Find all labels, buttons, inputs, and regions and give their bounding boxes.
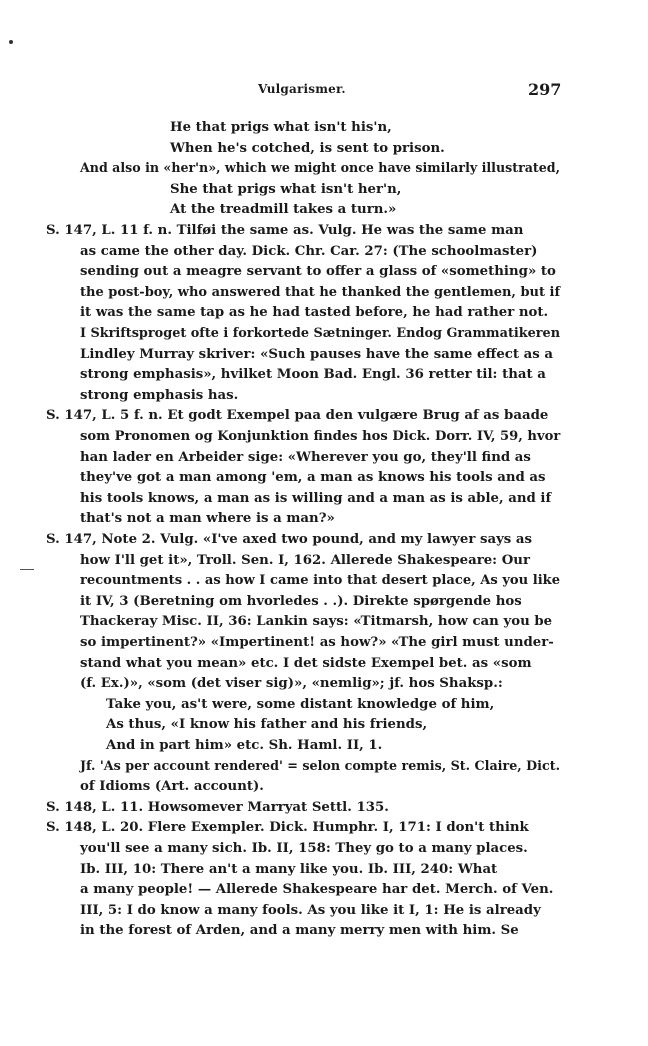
text-line	[0, 200, 648, 220]
text-line-content: as came the other day. Dick. Chr. Car. 27: (The schoolmaster)	[80, 243, 538, 259]
text-line	[0, 386, 648, 406]
text-line	[0, 118, 648, 138]
text-line-content: And in part him» etc. Sh. Haml. II, 1.	[106, 738, 383, 753]
text-line	[0, 283, 648, 303]
text-line	[0, 468, 648, 488]
text-line-content: the post-boy, who answered that he thanked the gentlemen, but if	[80, 284, 561, 300]
text-line-content: that's not a man where is a man?»	[80, 511, 335, 527]
text-line	[0, 736, 648, 756]
text-line	[0, 674, 648, 694]
text-line	[0, 798, 648, 818]
text-line-content: And also in «her'n», which we might once have similarly illustrated,	[80, 161, 560, 177]
text-line-content: I Skriftsproget ofte i forkortede Sætninger. Endog Grammatikeren	[80, 326, 561, 341]
text-line-content: han lader en Arbeider sige: «Wherever you go, they'll find as	[80, 449, 531, 465]
text-line-content: they've got a man among 'em, a man as knows his tools and as	[80, 470, 546, 486]
text-line	[0, 654, 648, 674]
text-line	[0, 262, 648, 282]
text-line-content: sending out a meagre servant to offer a glass of «something» to	[80, 264, 556, 280]
text-line	[0, 880, 648, 900]
text-line-content: stand what you mean» etc. I det sidste Exempel bet. as «som	[80, 655, 532, 671]
text-line-content: As thus, «I know his father and his friends,	[106, 717, 428, 733]
text-line-content: so impertinent?» «Impertinent! as how?» «The girl must under-	[80, 635, 554, 650]
text-line	[0, 551, 648, 571]
margin-speck	[9, 40, 13, 44]
text-line-content: how I'll get it», Troll. Sen. I, 162. Allerede Shakespeare: Our	[80, 552, 530, 568]
text-line	[0, 757, 648, 777]
text-line	[0, 345, 648, 365]
text-line	[0, 221, 648, 241]
text-line	[0, 571, 648, 591]
text-line-content: S. 148, L. 11. Howsomever Marryat Settl. 135.	[46, 799, 389, 815]
text-line-content: III, 5: I do know a many fools. As you like it I, 1: He is already	[80, 902, 541, 918]
text-line-content: Thackeray Misc. II, 36: Lankin says: «Titmarsh, how can you be	[80, 614, 553, 630]
text-line-content: Lindley Murray skriver: «Such pauses have the same effect as a	[80, 346, 554, 362]
text-line	[0, 406, 648, 426]
text-line-content: it IV, 3 (Beretning om hvorledes . .). Direkte spørgende hos	[80, 593, 522, 609]
text-line-content: strong emphasis», hvilket Moon Bad. Engl. 36 retter til: that a	[80, 367, 546, 383]
text-line	[0, 139, 648, 159]
text-line	[0, 715, 648, 735]
text-line-content: Jf. 'As per account rendered' = selon compte remis, St. Claire, Dict.	[80, 758, 561, 774]
text-line	[0, 633, 648, 653]
text-line	[0, 860, 648, 880]
text-line-content: S. 147, L. 5 f. n. Et godt Exempel paa den vulgære Brug af as baade	[46, 408, 549, 424]
text-line	[0, 242, 648, 262]
text-line-content: Take you, as't were, some distant knowledge of him,	[106, 696, 495, 712]
text-line-content: his tools knows, a man as is willing and a man as is able, and if	[80, 490, 552, 506]
text-line	[0, 448, 648, 468]
page-number: 297	[528, 80, 562, 99]
text-line	[0, 303, 648, 323]
running-head: Vulgarismer.	[258, 82, 346, 96]
text-line	[0, 612, 648, 632]
text-line-content: you'll see a many sich. Ib. II, 158: They go to a many places.	[80, 841, 528, 856]
text-line	[0, 921, 648, 941]
text-line-content: (f. Ex.)», «som (det viser sig)», «nemlig»; jf. hos Shaksp.:	[80, 676, 503, 692]
text-line-content: She that prigs what isn't her'n,	[170, 181, 402, 197]
text-line-content: S. 147, Note 2. Vulg. «I've axed two pound, and my lawyer says as	[46, 532, 533, 547]
text-line	[0, 839, 648, 859]
text-line-content: recountments . . as how I came into that desert place, As you like	[80, 573, 561, 589]
text-line	[0, 489, 648, 509]
page-header	[0, 80, 648, 104]
text-line-content: it was the same tap as he had tasted before, he had rather not.	[80, 305, 549, 321]
text-line-content: in the forest of Arden, and a many merry men with him. Se	[80, 923, 519, 939]
text-line	[0, 509, 648, 529]
text-line	[0, 365, 648, 385]
text-line-content: S. 148, L. 20. Flere Exempler. Dick. Humphr. I, 171: I don't think	[46, 820, 529, 836]
text-line	[0, 530, 648, 550]
text-line	[0, 901, 648, 921]
text-line	[0, 159, 648, 179]
text-line-content: Ib. III, 10: There an't a many like you. Ib. III, 240: What	[80, 861, 498, 877]
text-line-content: At the treadmill takes a turn.»	[170, 202, 397, 218]
text-line	[0, 324, 648, 344]
text-line-content: strong emphasis has.	[80, 387, 239, 403]
text-line	[0, 427, 648, 447]
text-line	[0, 777, 648, 797]
text-line-content: a many people! — Allerede Shakespeare har det. Merch. of Ven.	[80, 882, 554, 898]
text-line-content: of Idioms (Art. account).	[80, 779, 264, 795]
text-line	[0, 180, 648, 200]
text-line-content: som Pronomen og Konjunktion findes hos Dick. Dorr. IV, 59, hvor	[80, 429, 561, 444]
text-line	[0, 695, 648, 715]
text-line-content: When he's cotched, is sent to prison.	[170, 140, 445, 156]
text-line	[0, 592, 648, 612]
text-line-content: S. 147, L. 11 f. n. Tilføi the same as. Vulg. He was the same man	[46, 223, 524, 238]
text-line	[0, 818, 648, 838]
text-line-content: He that prigs what isn't his'n,	[170, 120, 392, 135]
